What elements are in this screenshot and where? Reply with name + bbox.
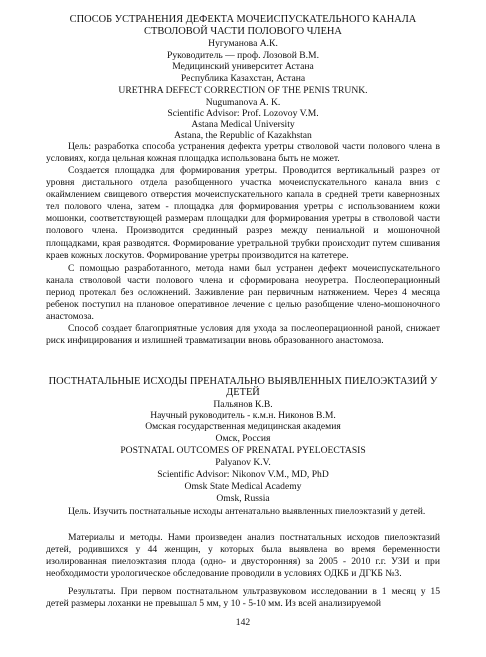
article1-author-ru: Нугуманова А.К. — [208, 38, 278, 49]
article2-paragraph: Материалы и методы. Нами произведен анализ постнатальных исходов пиелоэктазий детей, родившихся у 44 женщин, у которых была выявлена во время беременности изолированная пиелоэктазия плода (одно- и двусторонняя) за 2005 - 2010 г.г. УЗИ и при необходимости урологическое обследование проводили в условиях ОДКБ и ДГКБ №3. — [46, 532, 440, 580]
article1-supervisor-ru: Руководитель — проф. Лозовой В.М. — [167, 50, 319, 61]
article2-title-line1: ПОСТНАТАЛЬНЫЕ ИСХОДЫ ПРЕНАТАЛЬНО ВЫЯВЛЕННЫХ ПИЕЛОЭКТАЗИЙ У — [48, 376, 438, 387]
article1-title-line2: СТВОЛОВОЙ ЧАСТИ ПОЛОВОГО ЧЛЕНА — [144, 26, 342, 37]
article2-university-ru: Омская государственная медицинская академия — [145, 421, 341, 432]
article2-country-ru: Омск, Россия — [215, 433, 271, 444]
article2-paragraph: Цель. Изучить постнатальные исходы антенатально выявленных пиелоэктазий у детей. — [68, 506, 426, 517]
article1-paragraph: Цель: разработка способа устранения дефекта уретры стволовой части полового члена в условиях, когда цельная кожная площадка использована быть не может. — [46, 141, 440, 165]
article1-paragraph: Создается площадка для формирования уретры. Проводится вертикальный разрез от уровня дистального отдела разобщенного участка мочеиспускательного канала вниз с окаймлением свищевого отверстия мочеиспускательного капала в средней трети кавернозных тел полового члена, затем - площадка для формирования уретры с использованием кожи мошонки, соответствующей размерам площадки для формирования уретры в стволовой части полового члена. Производится срединный разрез между пениальной и мошоночной площадками, края разводятся. Формирование уретральной трубки происходит путем сшивания краев кожных лоскутов. Формирование уретры производится на катетере. — [46, 165, 440, 261]
article2-author-en: Palyanov K.V. — [215, 457, 271, 468]
article1-supervisor-en: Scientific Advisor: Prof. Lozovoy V.M. — [167, 108, 319, 119]
article2-supervisor-ru: Научный руководитель - к.м.н. Никонов В.М. — [150, 410, 336, 421]
article2-title-line2: ДЕТЕЙ — [226, 387, 260, 398]
article1-title-en: URETHRA DEFECT CORRECTION OF THE PENIS TRUNK. — [118, 85, 368, 96]
article1-country-ru: Республика Казахстан, Астана — [180, 73, 306, 84]
article2-university-en: Omsk State Medical Academy — [184, 481, 302, 492]
article1-paragraph: Способ создает благоприятные условия для ухода за послеоперационной раной, снижает риск инфицирования и излишней травматизации вновь образованного анастомоза. — [46, 323, 440, 347]
article2-supervisor-en: Scientific Advisor: Nikonov V.M., MD, PhD — [157, 469, 329, 480]
article1-paragraph: С помощью разработанного, метода нами был устранен дефект мочеиспускательного канала стволовой части полового члена и сформирована неоуретра. Послеоперационный период протекал без осложнений. Заживление ран первичным натяжением. Через 4 месяца ребенок поступил на плановое оперативное лечение с целью разобщение члено-мошоночного анастомоза. — [46, 263, 440, 323]
article1-university-ru: Медицинский университет Астана — [172, 61, 314, 72]
article1-author-en: Nugumanova A. K. — [205, 97, 281, 108]
page-number: 142 — [235, 617, 251, 628]
article1-country-en: Astana, the Republic of Kazakhstan — [174, 130, 312, 141]
article1-title-line1: СПОСОБ УСТРАНЕНИЯ ДЕФЕКТА МОЧЕИСПУСКАТЕЛЬНОГО КАНАЛА — [69, 14, 417, 25]
article2-title-en: POSTNATAL OUTCOMES OF PRENATAL PYELOECTASIS — [120, 445, 366, 456]
article2-paragraph: Результаты. При первом постнатальном ультразвуковом исследовании в 1 месяц у 15 детей размеры лоханки не превышал 5 мм, у 10 - 5-10 мм. Из всей анализируемой — [46, 586, 440, 610]
article2-author-ru: Пальянов К.В. — [213, 399, 273, 410]
article2-country-en: Omsk, Russia — [216, 493, 270, 504]
article1-university-en: Astana Medical University — [191, 119, 295, 130]
